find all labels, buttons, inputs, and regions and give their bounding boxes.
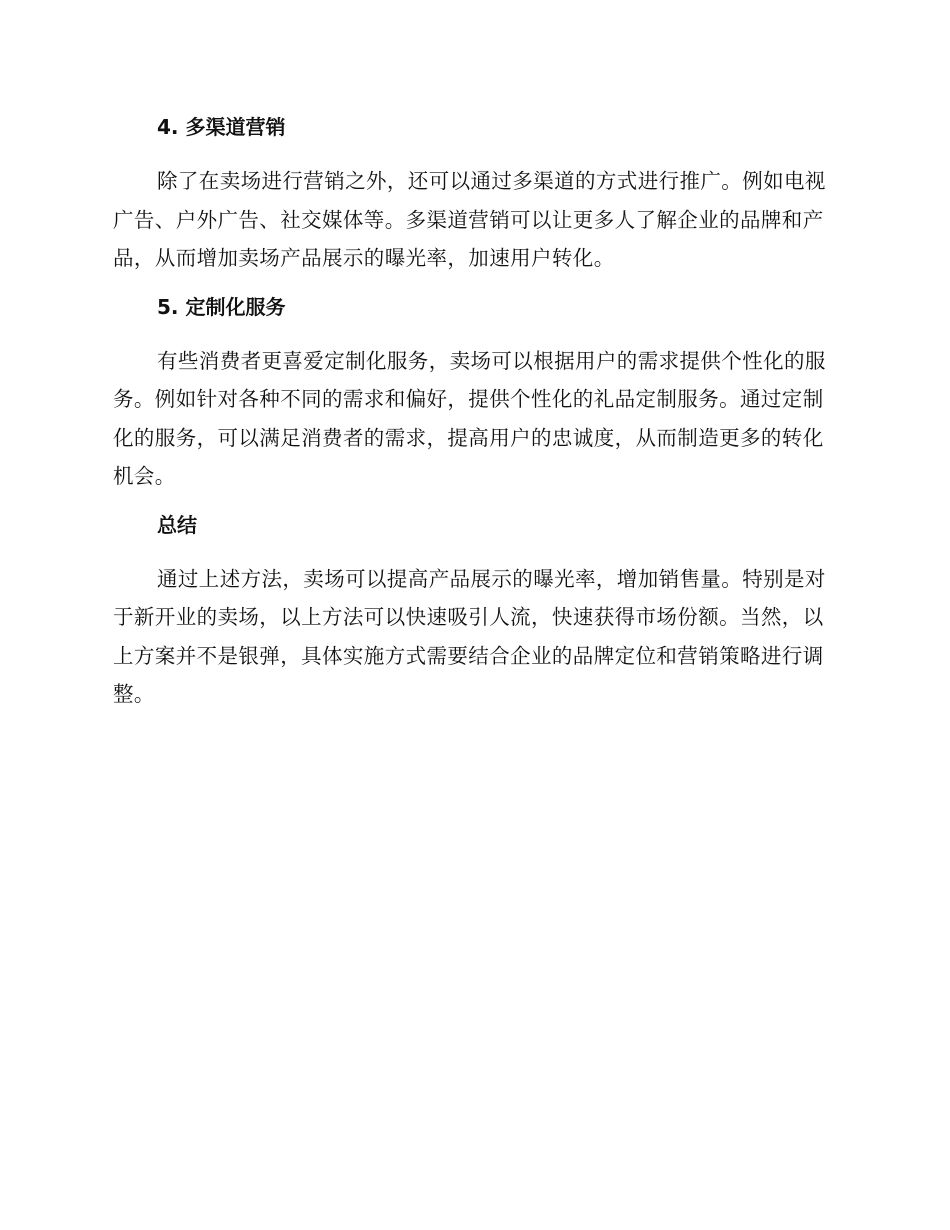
section-heading-multichannel-marketing: 4. 多渠道营销 — [157, 115, 286, 139]
section-paragraph-summary: 通过上述方法，卖场可以提高产品展示的曝光率，增加销售量。特别是对于新开业的卖场，以上方法可以快速吸引人流，快速获得市场份额。当然，以上方案并不是银弹，具体实施方式需要结合企业的品牌定位和营销策略进行调整。 — [113, 566, 826, 706]
section-paragraph-customized-service: 有些消费者更喜爱定制化服务，卖场可以根据用户的需求提供个性化的服务。例如针对各种不同的需求和偏好，提供个性化的礼品定制服务。通过定制化的服务，可以满足消费者的需求，提高用户的忠诚度，从而制造更多的转化机会。 — [113, 348, 826, 488]
section-paragraph-multichannel-marketing: 除了在卖场进行营销之外，还可以通过多渠道的方式进行推广。例如电视广告、户外广告、社交媒体等。多渠道营销可以让更多人了解企业的品牌和产品，从而增加卖场产品展示的曝光率，加速用户转化。 — [113, 169, 826, 270]
section-heading-customized-service: 5. 定制化服务 — [157, 294, 286, 319]
document-body — [113, 112, 833, 714]
section-heading-summary: 总结 — [157, 512, 197, 537]
